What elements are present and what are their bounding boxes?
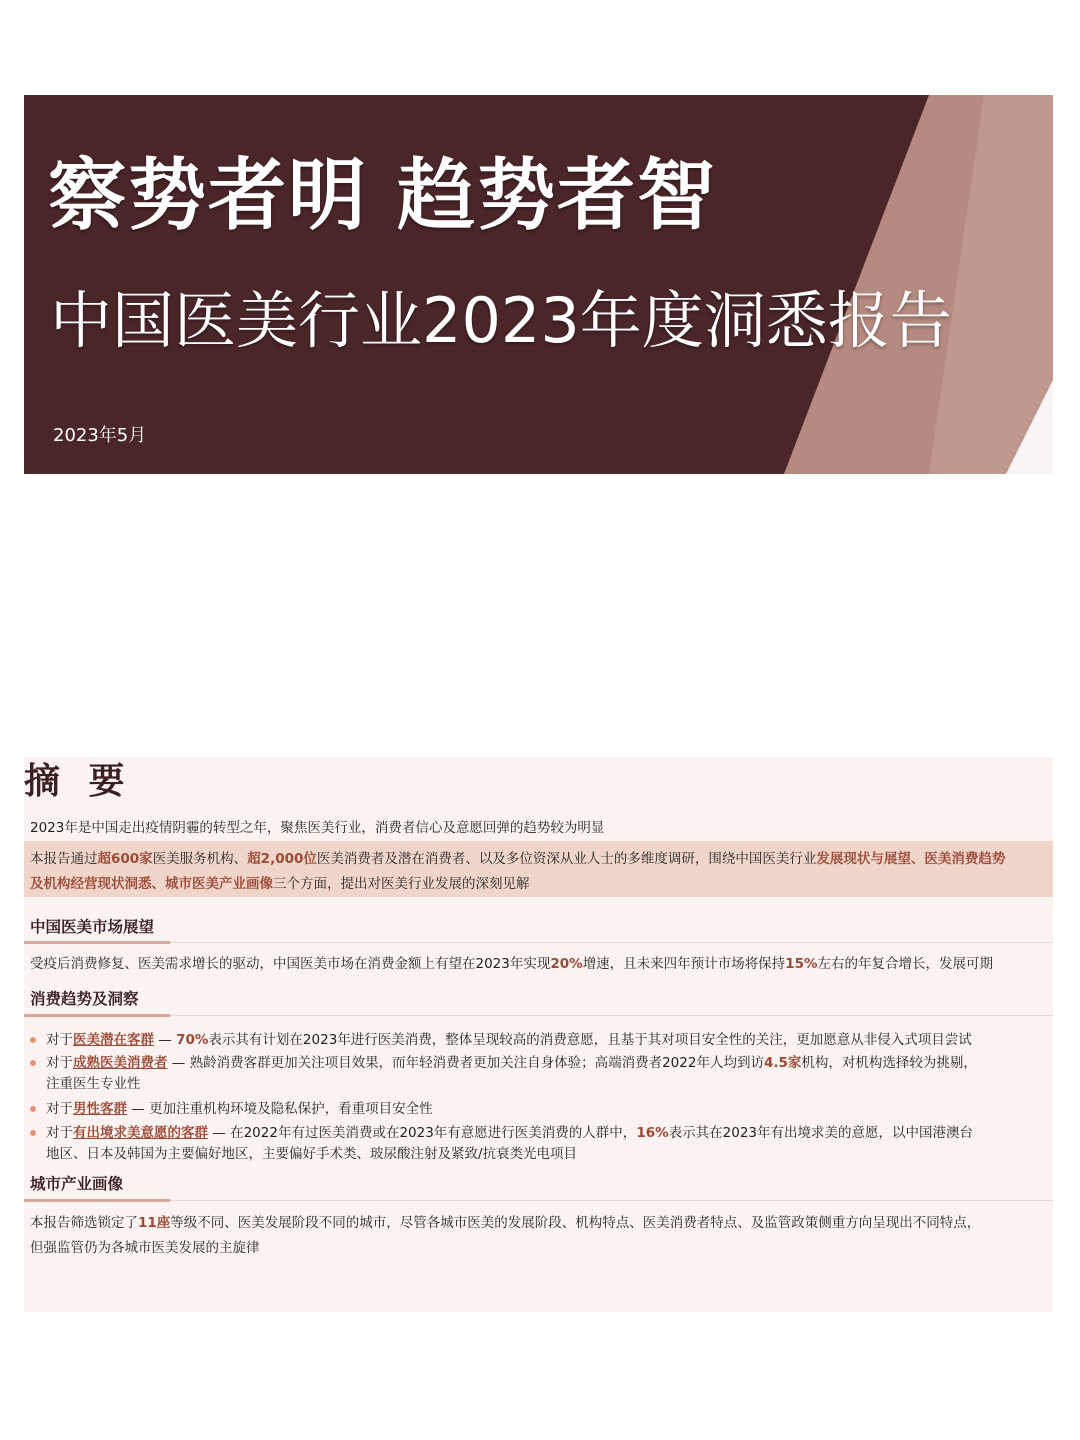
section-heading-market: 中国医美市场展望 (30, 918, 155, 936)
summary-title: 摘 要 (24, 761, 133, 802)
trend-bullet-3: 对于男性客群 — 更加注重机构环境及隐私保护，看重项目安全性 (46, 1101, 433, 1117)
intro-text: 2023年是中国走出疫情阴霾的转型之年，聚焦医美行业，消费者信心及意愿回弹的趋势较为明显 (30, 820, 605, 836)
trend-bullet-4-continued: 地区、日本及韩国为主要偏好地区，主要偏好手术类、玻尿酸注射及紧致/抗衰类光电项目 (46, 1146, 578, 1162)
bullet-marker (30, 1106, 36, 1112)
cover-subtitle: 中国医美行业2023年度洞悉报告 (50, 284, 952, 357)
market-text: 受疫后消费修复、医美需求增长的驱动，中国医美市场在消费金额上有望在2023年实现20%增速，且未来四年预计市场将保持15%左右的年复合增长，发展可期 (30, 956, 994, 972)
section-divider (24, 1200, 1053, 1201)
section-underline (24, 1199, 170, 1202)
cover-banner (24, 95, 1053, 474)
section-underline (24, 1014, 170, 1017)
city-text-line-1: 本报告筛选锁定了11座等级不同、医美发展阶段不同的城市，尽管各城市医美的发展阶段、机构特点、医美消费者特点、及监管政策侧重方向呈现出不同特点， (30, 1215, 981, 1231)
method-text-line-1: 本报告通过超600家医美服务机构、超2,000位医美消费者及潜在消费者、以及多位资深从业人士的多维度调研，围绕中国医美行业发展现状与展望、医美消费趋势 (30, 851, 1006, 867)
cover-headline: 察势者明 趋势者智 (48, 151, 718, 241)
section-underline (24, 941, 170, 944)
trend-bullet-2: 对于成熟医美消费者 — 熟龄消费客群更加关注项目效果，而年轻消费者更加关注自身体验；高端消费者2022年人均到访4.5家机构，对机构选择较为挑剔， (46, 1055, 977, 1071)
method-text-line-2: 及机构经营现状洞悉、城市医美产业画像三个方面，提出对医美行业发展的深刻见解 (30, 876, 530, 892)
trend-bullet-4: 对于有出境求美意愿的客群 — 在2022年有过医美消费或在2023年有意愿进行医美消费的人群中，16%表示其在2023年有出境求美的意愿，以中国港澳台 (46, 1125, 973, 1141)
city-text-line-2: 但强监管仍为各城市医美发展的主旋律 (30, 1240, 260, 1256)
trend-bullet-1: 对于医美潜在客群 — 70%表示其有计划在2023年进行医美消费，整体呈现较高的消费意愿，且基于其对项目安全性的关注，更加愿意从非侵入式项目尝试 (46, 1032, 972, 1048)
section-divider (24, 942, 1053, 943)
bullet-marker (30, 1130, 36, 1136)
bullet-marker (30, 1060, 36, 1066)
summary-panel (24, 757, 1053, 1312)
cover-date: 2023年5月 (53, 425, 147, 446)
trend-bullet-2-continued: 注重医生专业性 (46, 1076, 141, 1092)
section-divider (24, 1015, 1053, 1016)
bullet-marker (30, 1037, 36, 1043)
section-heading-city: 城市产业画像 (30, 1175, 124, 1193)
section-heading-trends: 消费趋势及洞察 (30, 990, 139, 1008)
